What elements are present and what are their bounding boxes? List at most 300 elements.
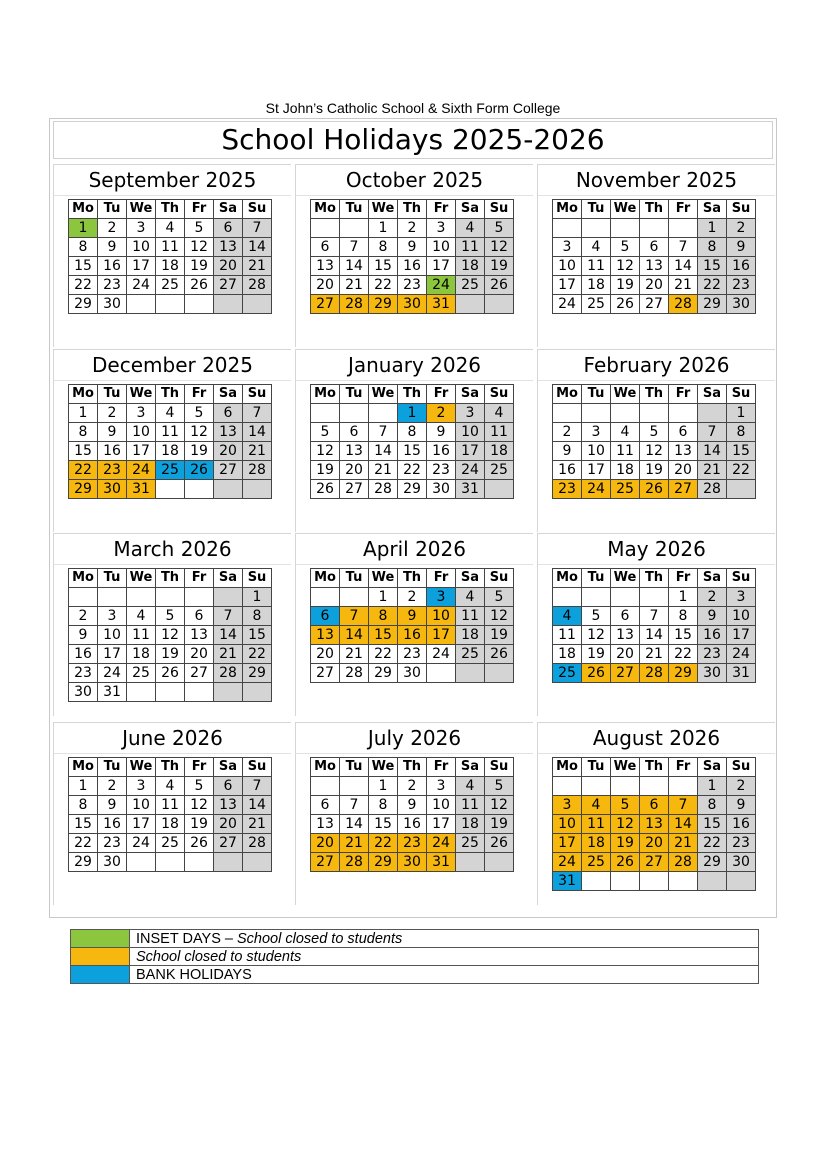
day-cell: 28 [340,664,369,683]
weekday-header: Sa [214,569,243,588]
weekday-header: We [127,569,156,588]
day-cell: 20 [311,645,340,664]
day-cell: 29 [69,295,98,314]
empty-day-cell [669,404,698,423]
empty-day-cell [311,404,340,423]
weekday-header: Tu [98,758,127,777]
day-cell: 25 [611,480,640,499]
week-row [311,238,514,257]
day-cell: 26 [582,664,611,683]
day-cell: 2 [727,777,756,796]
day-cell: 17 [127,815,156,834]
day-cell: 14 [243,423,272,442]
day-cell: 18 [553,645,582,664]
weekday-header: Mo [311,200,340,219]
day-cell: 19 [611,276,640,295]
day-cell: 10 [98,626,127,645]
day-cell: 13 [340,442,369,461]
day-cell: 12 [485,607,514,626]
day-cell: 9 [398,238,427,257]
week-row [553,834,756,853]
day-cell: 8 [69,238,98,257]
day-cell: 5 [185,777,214,796]
day-cell: 13 [214,796,243,815]
day-cell: 30 [398,295,427,314]
day-cell: 4 [456,777,485,796]
day-cell: 6 [640,238,669,257]
day-cell: 25 [582,853,611,872]
weekday-header: Sa [456,385,485,404]
day-cell: 8 [69,796,98,815]
day-cell: 9 [69,626,98,645]
weekday-header-row [69,758,272,777]
weekday-header: Fr [185,385,214,404]
legend-swatch-closed [71,948,130,966]
legend-swatch-inset [71,930,130,948]
day-cell: 2 [98,404,127,423]
weekday-header: Mo [69,385,98,404]
day-cell: 10 [127,796,156,815]
day-cell: 19 [485,815,514,834]
week-row [553,645,756,664]
week-row [69,777,272,796]
day-cell: 27 [311,853,340,872]
empty-day-cell [582,404,611,423]
day-cell: 12 [185,423,214,442]
day-cell: 28 [243,834,272,853]
week-row [553,588,756,607]
day-cell: 24 [427,276,456,295]
weekday-header: Mo [553,758,582,777]
day-cell: 10 [582,442,611,461]
weekday-header: Tu [340,569,369,588]
day-cell: 22 [69,276,98,295]
day-cell: 13 [311,257,340,276]
day-cell: 5 [640,423,669,442]
week-row [553,480,756,499]
weekday-header: We [127,200,156,219]
day-cell: 24 [127,834,156,853]
day-cell: 20 [640,834,669,853]
month-title: January 2026 [296,350,533,381]
day-cell: 13 [214,423,243,442]
day-cell: 16 [398,257,427,276]
day-cell: 2 [98,219,127,238]
day-cell: 23 [698,645,727,664]
day-cell: 3 [456,404,485,423]
day-cell: 26 [185,461,214,480]
day-cell: 14 [698,442,727,461]
day-cell: 9 [398,796,427,815]
day-cell: 22 [369,834,398,853]
week-row [553,442,756,461]
day-cell: 17 [127,442,156,461]
weekday-header: Tu [582,385,611,404]
day-cell: 5 [311,423,340,442]
day-cell: 8 [369,796,398,815]
day-cell: 27 [214,276,243,295]
day-cell: 27 [185,664,214,683]
week-row [311,257,514,276]
weekday-header: Sa [456,758,485,777]
month-title: August 2026 [538,723,775,754]
weekday-header: Su [485,385,514,404]
day-cell: 5 [185,219,214,238]
weekday-header: Tu [582,569,611,588]
week-row [553,257,756,276]
day-cell: 21 [340,645,369,664]
week-row [69,480,272,499]
month-table [68,568,272,702]
empty-day-cell [156,588,185,607]
day-cell: 6 [214,404,243,423]
day-cell: 27 [611,664,640,683]
day-cell: 30 [98,295,127,314]
school-name: St John’s Catholic School & Sixth Form College [265,100,561,116]
day-cell: 13 [214,238,243,257]
day-cell: 11 [582,257,611,276]
empty-day-cell [611,872,640,891]
day-cell: 5 [611,796,640,815]
empty-day-cell [485,664,514,683]
day-cell: 24 [582,480,611,499]
legend-label: INSET DAYS – [136,930,237,947]
day-cell: 23 [398,276,427,295]
day-cell: 22 [243,645,272,664]
empty-day-cell [214,295,243,314]
day-cell: 18 [156,442,185,461]
day-cell: 30 [727,853,756,872]
day-cell: 11 [611,442,640,461]
weekday-header: Fr [669,569,698,588]
day-cell: 25 [456,645,485,664]
day-cell: 9 [727,796,756,815]
day-cell: 21 [214,645,243,664]
week-row [553,238,756,257]
empty-day-cell [214,683,243,702]
weekday-header: We [369,385,398,404]
day-cell: 28 [698,480,727,499]
day-cell: 29 [398,480,427,499]
empty-day-cell [98,588,127,607]
week-row [69,664,272,683]
day-cell: 26 [485,276,514,295]
empty-day-cell [156,683,185,702]
weekday-header: Sa [698,569,727,588]
day-cell: 9 [98,423,127,442]
day-cell: 11 [456,607,485,626]
day-cell: 10 [456,423,485,442]
day-cell: 12 [485,238,514,257]
day-cell: 14 [669,815,698,834]
empty-day-cell [185,588,214,607]
weekday-header: Tu [582,200,611,219]
weekday-header: Fr [427,758,456,777]
day-cell: 8 [243,607,272,626]
empty-day-cell [727,480,756,499]
weekday-header: Su [727,758,756,777]
day-cell: 1 [69,777,98,796]
weekday-header: Mo [69,569,98,588]
week-row [311,423,514,442]
weekday-header: Sa [214,200,243,219]
week-row [69,834,272,853]
day-cell: 15 [369,626,398,645]
day-cell: 1 [669,588,698,607]
weekday-header: Fr [669,758,698,777]
day-cell: 3 [553,796,582,815]
empty-day-cell [456,295,485,314]
empty-day-cell [553,588,582,607]
weekday-header: Fr [185,200,214,219]
day-cell: 10 [127,423,156,442]
day-cell: 31 [427,853,456,872]
weekday-header-row [311,758,514,777]
week-row [69,815,272,834]
day-cell: 20 [669,461,698,480]
day-cell: 1 [369,777,398,796]
weekday-header: We [369,200,398,219]
day-cell: 18 [485,442,514,461]
day-cell: 8 [369,607,398,626]
day-cell: 16 [398,815,427,834]
empty-day-cell [243,480,272,499]
day-cell: 14 [243,796,272,815]
day-cell: 17 [427,626,456,645]
day-cell: 29 [369,295,398,314]
day-cell: 5 [582,607,611,626]
day-cell: 13 [640,815,669,834]
day-cell: 9 [98,238,127,257]
day-cell: 24 [427,645,456,664]
day-cell: 29 [69,853,98,872]
day-cell: 25 [582,295,611,314]
day-cell: 23 [427,461,456,480]
empty-day-cell [669,777,698,796]
week-row [311,607,514,626]
empty-day-cell [185,480,214,499]
day-cell: 11 [456,796,485,815]
empty-day-cell [485,295,514,314]
day-cell: 17 [127,257,156,276]
day-cell: 15 [243,626,272,645]
month-title: July 2026 [296,723,533,754]
month-block [295,164,533,347]
weekday-header: Th [640,385,669,404]
day-cell: 3 [127,777,156,796]
day-cell: 25 [127,664,156,683]
week-row [553,461,756,480]
weekday-header: Th [156,385,185,404]
day-cell: 25 [456,276,485,295]
weekday-header-row [311,385,514,404]
day-cell: 17 [427,815,456,834]
day-cell: 3 [427,588,456,607]
day-cell: 22 [698,834,727,853]
day-cell: 17 [727,626,756,645]
day-cell: 17 [98,645,127,664]
week-row [311,404,514,423]
day-cell: 12 [611,815,640,834]
day-cell: 30 [398,853,427,872]
weekday-header: Su [485,200,514,219]
month-title: October 2025 [296,165,533,196]
weekday-header: Mo [311,758,340,777]
day-cell: 7 [640,607,669,626]
weekday-header: We [611,200,640,219]
day-cell: 12 [640,442,669,461]
day-cell: 7 [669,796,698,815]
day-cell: 10 [427,796,456,815]
week-row [311,461,514,480]
day-cell: 6 [214,777,243,796]
day-cell: 24 [727,645,756,664]
weekday-header-row [311,569,514,588]
empty-day-cell [611,588,640,607]
day-cell: 29 [698,853,727,872]
day-cell: 4 [582,796,611,815]
week-row [69,796,272,815]
day-cell: 4 [456,219,485,238]
week-row [69,588,272,607]
month-title: April 2026 [296,534,533,565]
month-table [68,199,272,314]
weekday-header: Th [156,569,185,588]
empty-day-cell [698,404,727,423]
day-cell: 2 [398,219,427,238]
month-block [53,349,291,532]
day-cell: 20 [214,442,243,461]
day-cell: 31 [553,872,582,891]
day-cell: 23 [398,645,427,664]
day-cell: 21 [243,442,272,461]
empty-day-cell [311,219,340,238]
month-table [310,568,514,683]
week-row [69,423,272,442]
day-cell: 15 [369,815,398,834]
day-cell: 15 [69,257,98,276]
day-cell: 13 [185,626,214,645]
empty-day-cell [243,853,272,872]
day-cell: 23 [98,461,127,480]
weekday-header: Sa [456,200,485,219]
day-cell: 20 [185,645,214,664]
weekday-header: We [369,569,398,588]
day-cell: 24 [98,664,127,683]
empty-day-cell [456,664,485,683]
day-cell: 9 [553,442,582,461]
day-cell: 14 [340,257,369,276]
weekday-header: Su [727,385,756,404]
day-cell: 26 [185,834,214,853]
day-cell: 19 [185,815,214,834]
day-cell: 25 [156,834,185,853]
day-cell: 15 [669,626,698,645]
day-cell: 19 [485,257,514,276]
day-cell: 31 [427,295,456,314]
day-cell: 10 [427,607,456,626]
weekday-header: Tu [340,385,369,404]
weekday-header: We [127,758,156,777]
day-cell: 16 [98,815,127,834]
day-cell: 13 [640,257,669,276]
day-cell: 23 [98,834,127,853]
weekday-header: Su [243,200,272,219]
day-cell: 7 [243,219,272,238]
weekday-header-row [553,569,756,588]
day-cell: 30 [69,683,98,702]
week-row [311,815,514,834]
day-cell: 24 [427,834,456,853]
month-block [537,533,775,716]
weekday-header: Tu [98,569,127,588]
day-cell: 3 [553,238,582,257]
day-cell: 17 [427,257,456,276]
day-cell: 2 [727,219,756,238]
day-cell: 17 [553,834,582,853]
day-cell: 21 [340,834,369,853]
day-cell: 13 [611,626,640,645]
week-row [553,853,756,872]
empty-day-cell [127,295,156,314]
day-cell: 19 [611,834,640,853]
day-cell: 27 [669,480,698,499]
day-cell: 21 [669,276,698,295]
day-cell: 30 [398,664,427,683]
empty-day-cell [69,588,98,607]
day-cell: 16 [398,626,427,645]
week-row [553,276,756,295]
day-cell: 22 [369,645,398,664]
day-cell: 21 [369,461,398,480]
weekday-header: Su [243,385,272,404]
day-cell: 24 [127,461,156,480]
day-cell: 2 [698,588,727,607]
week-row [69,853,272,872]
day-cell: 7 [340,607,369,626]
week-row [69,607,272,626]
legend-label: BANK HOLIDAYS [136,966,252,983]
weekday-header: We [611,569,640,588]
weekday-header: Mo [311,385,340,404]
day-cell: 24 [553,295,582,314]
day-cell: 4 [611,423,640,442]
month-table [310,199,514,314]
month-title: December 2025 [54,350,291,381]
day-cell: 28 [369,480,398,499]
day-cell: 3 [582,423,611,442]
empty-day-cell [582,219,611,238]
day-cell: 15 [69,815,98,834]
day-cell: 14 [640,626,669,645]
day-cell: 23 [727,834,756,853]
day-cell: 5 [485,219,514,238]
empty-day-cell [340,219,369,238]
weekday-header: We [127,385,156,404]
weekday-header: Mo [553,200,582,219]
weekday-header: Fr [669,385,698,404]
day-cell: 28 [669,853,698,872]
week-row [553,404,756,423]
day-cell: 12 [156,626,185,645]
day-cell: 6 [185,607,214,626]
day-cell: 26 [185,276,214,295]
day-cell: 26 [611,853,640,872]
month-table [310,757,514,872]
day-cell: 9 [698,607,727,626]
day-cell: 1 [398,404,427,423]
day-cell: 4 [156,219,185,238]
